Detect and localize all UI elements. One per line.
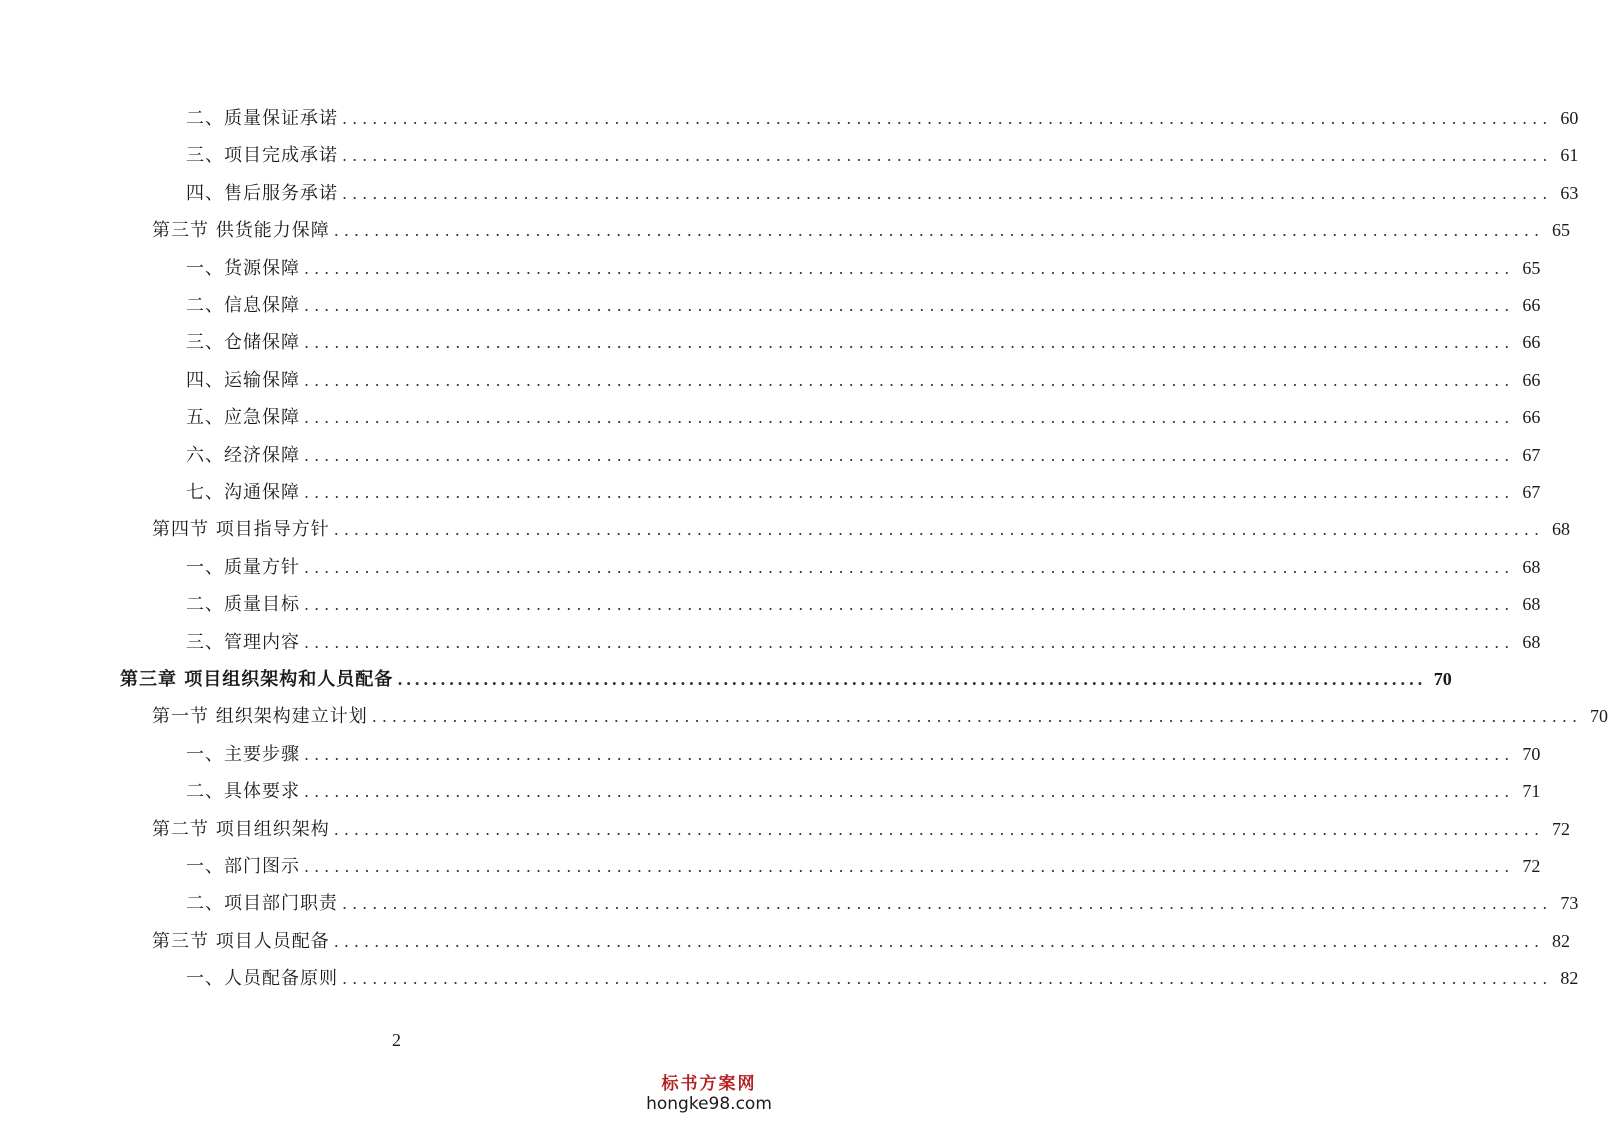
toc-entry-label: 第三节 供货能力保障 <box>152 220 330 242</box>
toc-entry-label: 一、人员配备原则 <box>186 968 338 990</box>
toc-entry-page: 68 <box>1522 594 1541 615</box>
toc-entry <box>186 474 1541 511</box>
toc-entry-page: 82 <box>1552 930 1571 951</box>
toc-entry-label: 一、主要步骤 <box>186 743 300 765</box>
page-number: 2 <box>392 1030 401 1050</box>
toc-entry-label: 七、沟通保障 <box>186 482 300 503</box>
toc-entry <box>186 736 1541 773</box>
toc-leader-dots: ........................................................................................................................ <box>304 744 1515 764</box>
toc-entry <box>186 885 1579 922</box>
toc-entry-label: 二、质量目标 <box>186 594 300 616</box>
toc-entry-page: 70 <box>1433 669 1452 689</box>
toc-leader-dots: ........................................................................................................................ <box>304 632 1515 652</box>
toc-entry-label: 四、运输保障 <box>186 369 300 391</box>
toc-entry-page: 68 <box>1522 631 1541 652</box>
toc-leader-dots: ........................................................................................................................ <box>304 857 1515 876</box>
toc-entry-label: 一、货源保障 <box>186 257 300 279</box>
toc-entry-label: 第三章 项目组织架构和人员配备 <box>120 669 394 690</box>
toc-entry <box>186 773 1541 810</box>
toc-entry <box>186 399 1541 436</box>
toc-entry-page: 66 <box>1522 295 1541 315</box>
toc-entry <box>186 586 1541 623</box>
toc-leader-dots: ........................................................................................................................ <box>342 894 1553 914</box>
toc-entry <box>120 661 1452 698</box>
toc-entry-label: 五、应急保障 <box>186 407 300 429</box>
toc-entry-page: 67 <box>1522 482 1541 502</box>
toc-entry-page: 67 <box>1522 444 1541 465</box>
toc-entry-label: 一、质量方针 <box>186 556 300 578</box>
toc-entry-page: 63 <box>1560 182 1579 203</box>
toc-entry-page: 72 <box>1552 818 1571 839</box>
toc-leader-dots: ........................................................................................................................ <box>342 969 1553 989</box>
toc-entry <box>186 324 1541 361</box>
toc-leader-dots: ........................................................................................................................ <box>304 296 1515 315</box>
toc-entry-page: 82 <box>1560 968 1579 989</box>
toc-entry-label: 二、具体要求 <box>186 781 300 803</box>
toc-entry-page: 68 <box>1522 556 1541 577</box>
toc-entry <box>152 698 1608 735</box>
toc-entry <box>152 511 1571 548</box>
toc-leader-dots: ........................................................................................................................ <box>342 146 1553 166</box>
watermark-url: hongke98.com <box>646 1094 772 1114</box>
toc-entry-page: 65 <box>1552 220 1571 241</box>
toc-leader-dots: ........................................................................................................................ <box>333 221 1545 241</box>
toc-entry <box>152 923 1571 960</box>
toc-entry <box>186 100 1579 137</box>
toc-entry <box>186 960 1579 997</box>
toc-leader-dots: ........................................................................................................................ <box>371 707 1583 727</box>
toc-entry <box>152 811 1571 848</box>
toc-leader-dots: ........................................................................................................................ <box>397 670 1426 689</box>
toc-entry-page: 72 <box>1522 856 1541 876</box>
toc-entry-page: 70 <box>1522 743 1541 764</box>
toc-leader-dots: ........................................................................................................................ <box>304 595 1515 615</box>
toc-entry <box>186 287 1541 324</box>
watermark-name: 标书方案网 <box>661 1074 757 1094</box>
toc-entry <box>186 848 1541 885</box>
toc-entry-page: 73 <box>1560 893 1579 914</box>
toc-entry-page: 68 <box>1552 519 1571 540</box>
toc-entry <box>186 175 1579 212</box>
toc-entry-label: 第二节 项目组织架构 <box>152 818 330 840</box>
toc-entry <box>152 212 1571 249</box>
toc-entry-label: 第一节 组织架构建立计划 <box>152 706 368 728</box>
toc-entry-page: 65 <box>1522 257 1541 278</box>
toc-entry-label: 四、售后服务承诺 <box>186 182 338 204</box>
toc-entry <box>186 624 1541 661</box>
toc-entry-label: 第四节 项目指导方针 <box>152 519 330 541</box>
toc-leader-dots: ........................................................................................................................ <box>333 819 1545 839</box>
toc-entry <box>186 437 1541 474</box>
toc-entry-label: 一、部门图示 <box>186 856 300 877</box>
toc-leader-dots: ........................................................................................................................ <box>304 483 1515 502</box>
toc-entry <box>186 250 1541 287</box>
toc-entry-label: 二、质量保证承诺 <box>186 108 338 129</box>
toc-entry-label: 二、信息保障 <box>186 295 300 316</box>
toc-leader-dots: ........................................................................................................................ <box>342 109 1553 128</box>
toc-entry-label: 三、仓储保障 <box>186 332 300 354</box>
toc-leader-dots: ........................................................................................................................ <box>333 931 1545 951</box>
toc-entry-page: 66 <box>1522 369 1541 390</box>
toc-entry <box>186 137 1579 174</box>
toc-entry-page: 66 <box>1522 407 1541 428</box>
toc-entry-label: 六、经济保障 <box>186 444 300 466</box>
toc-leader-dots: ........................................................................................................................ <box>304 557 1515 577</box>
toc-leader-dots: ........................................................................................................................ <box>304 333 1515 353</box>
toc-leader-dots: ........................................................................................................................ <box>333 520 1545 540</box>
toc-entry <box>186 549 1541 586</box>
toc-entry-page: 61 <box>1560 145 1579 166</box>
toc-entry-page: 70 <box>1590 706 1608 727</box>
toc-entry <box>186 362 1541 399</box>
toc-entry-label: 三、管理内容 <box>186 631 300 653</box>
toc-entry-page: 66 <box>1522 332 1541 353</box>
toc-entry-label: 三、项目完成承诺 <box>186 145 338 167</box>
watermark <box>639 1069 779 1114</box>
toc-leader-dots: ........................................................................................................................ <box>304 445 1515 465</box>
toc-leader-dots: ........................................................................................................................ <box>342 183 1553 203</box>
toc-leader-dots: ........................................................................................................................ <box>304 408 1515 428</box>
toc-leader-dots: ........................................................................................................................ <box>304 370 1515 390</box>
toc-entry-page: 71 <box>1522 781 1541 802</box>
toc-leader-dots: ........................................................................................................................ <box>304 782 1515 802</box>
toc-entry-label: 二、项目部门职责 <box>186 893 338 915</box>
toc-leader-dots: ........................................................................................................................ <box>304 258 1515 278</box>
toc-entry-page: 60 <box>1560 108 1579 128</box>
toc-entry-label: 第三节 项目人员配备 <box>152 930 330 952</box>
